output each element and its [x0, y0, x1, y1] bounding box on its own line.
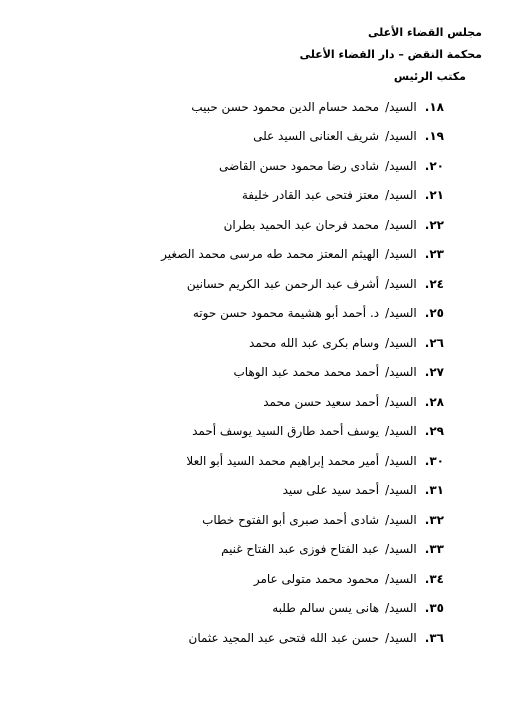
member-item: [24, 151, 444, 181]
member-name: أحمد سعيد حسن محمد: [263, 394, 380, 409]
member-title: السيد/: [385, 424, 417, 439]
member-number: ٣٤.: [424, 571, 444, 586]
member-number: ٣٥.: [424, 601, 444, 616]
member-item: [24, 181, 444, 211]
member-number: ٣١.: [424, 483, 444, 498]
member-name: أشرف عبد الرحمن عبد الكريم حسانين: [186, 276, 380, 291]
member-item: [24, 417, 444, 447]
member-item: [24, 387, 444, 417]
member-item: [24, 299, 444, 329]
member-name: محمد فرحان عبد الحميد بطران: [223, 217, 380, 232]
office-name: مكتب الرئيس: [393, 70, 466, 83]
member-number: ٢٢.: [424, 217, 444, 232]
member-title: السيد/: [385, 394, 417, 409]
member-item: [24, 358, 444, 388]
member-title: السيد/: [385, 542, 417, 557]
letterhead: [42, 22, 482, 88]
member-item: [24, 328, 444, 358]
member-name: معتز فتحى عبد القادر خليفة: [241, 188, 380, 203]
member-number: ١٩.: [424, 129, 444, 144]
member-number: ٢٣.: [424, 247, 444, 262]
member-item: [24, 446, 444, 476]
member-title: السيد/: [385, 217, 417, 232]
member-item: [24, 505, 444, 535]
member-title: السيد/: [385, 365, 417, 380]
member-title: السيد/: [385, 630, 417, 645]
members-list: [24, 92, 444, 653]
member-name: يوسف أحمد طارق السيد يوسف أحمد: [192, 424, 380, 439]
member-title: السيد/: [385, 571, 417, 586]
member-item: [24, 564, 444, 594]
member-number: ٢٤.: [424, 276, 444, 291]
member-name: شريف العنانى السيد على: [253, 129, 380, 144]
member-name: محمود محمد متولى عامر: [253, 571, 380, 586]
council-name: مجلس القضاء الأعلى: [368, 26, 482, 39]
member-title: السيد/: [385, 99, 417, 114]
member-title: السيد/: [385, 158, 417, 173]
member-item: [24, 210, 444, 240]
member-title: السيد/: [385, 601, 417, 616]
member-name: د. أحمد أبو هشيمة محمود حسن حوته: [192, 306, 380, 321]
member-item: [24, 122, 444, 152]
member-item: [24, 476, 444, 506]
member-number: ٢٠.: [424, 158, 444, 173]
member-number: ١٨.: [424, 99, 444, 114]
member-title: السيد/: [385, 276, 417, 291]
member-number: ٢٩.: [424, 424, 444, 439]
member-name: وسام بكرى عبد الله محمد: [249, 335, 380, 350]
member-name: أمير محمد إبراهيم محمد السيد أبو العلا: [186, 453, 380, 468]
member-title: السيد/: [385, 335, 417, 350]
member-title: السيد/: [385, 188, 417, 203]
member-item: [24, 92, 444, 122]
member-number: ٢٨.: [424, 394, 444, 409]
member-number: ٢٦.: [424, 335, 444, 350]
member-title: السيد/: [385, 453, 417, 468]
member-item: [24, 240, 444, 270]
member-item: [24, 623, 444, 653]
member-title: السيد/: [385, 247, 417, 262]
member-number: ٣٦.: [424, 630, 444, 645]
member-item: [24, 594, 444, 624]
member-title: السيد/: [385, 483, 417, 498]
member-number: ٣٢.: [424, 512, 444, 527]
member-number: ٢٧.: [424, 365, 444, 380]
member-title: السيد/: [385, 306, 417, 321]
member-title: السيد/: [385, 512, 417, 527]
member-number: ٣٣.: [424, 542, 444, 557]
member-item: [24, 535, 444, 565]
member-number: ٢٥.: [424, 306, 444, 321]
member-name: عبد الفتاح فوزى عبد الفتاح غنيم: [221, 542, 380, 557]
member-title: السيد/: [385, 129, 417, 144]
member-item: [24, 269, 444, 299]
member-name: شادى أحمد صبرى أبو الفتوح خطاب: [202, 512, 380, 527]
member-name: هانى يسن سالم طلبه: [272, 601, 380, 616]
member-number: ٣٠.: [424, 453, 444, 468]
member-name: أحمد محمد محمد عبد الوهاب: [233, 365, 380, 380]
member-name: أحمد سيد على سيد: [282, 483, 380, 498]
member-name: شادى رضا محمود حسن القاضى: [218, 158, 380, 173]
member-number: ٢١.: [424, 188, 444, 203]
member-name: حسن عبد الله فتحى عبد المجيد عثمان: [188, 630, 380, 645]
court-name: محكمة النقض – دار القضاء الأعلى: [299, 48, 482, 61]
member-name: محمد حسام الدين محمود حسن حبيب: [191, 99, 380, 114]
member-name: الهيثم المعتز محمد طه مرسى محمد الصغير: [161, 247, 380, 262]
